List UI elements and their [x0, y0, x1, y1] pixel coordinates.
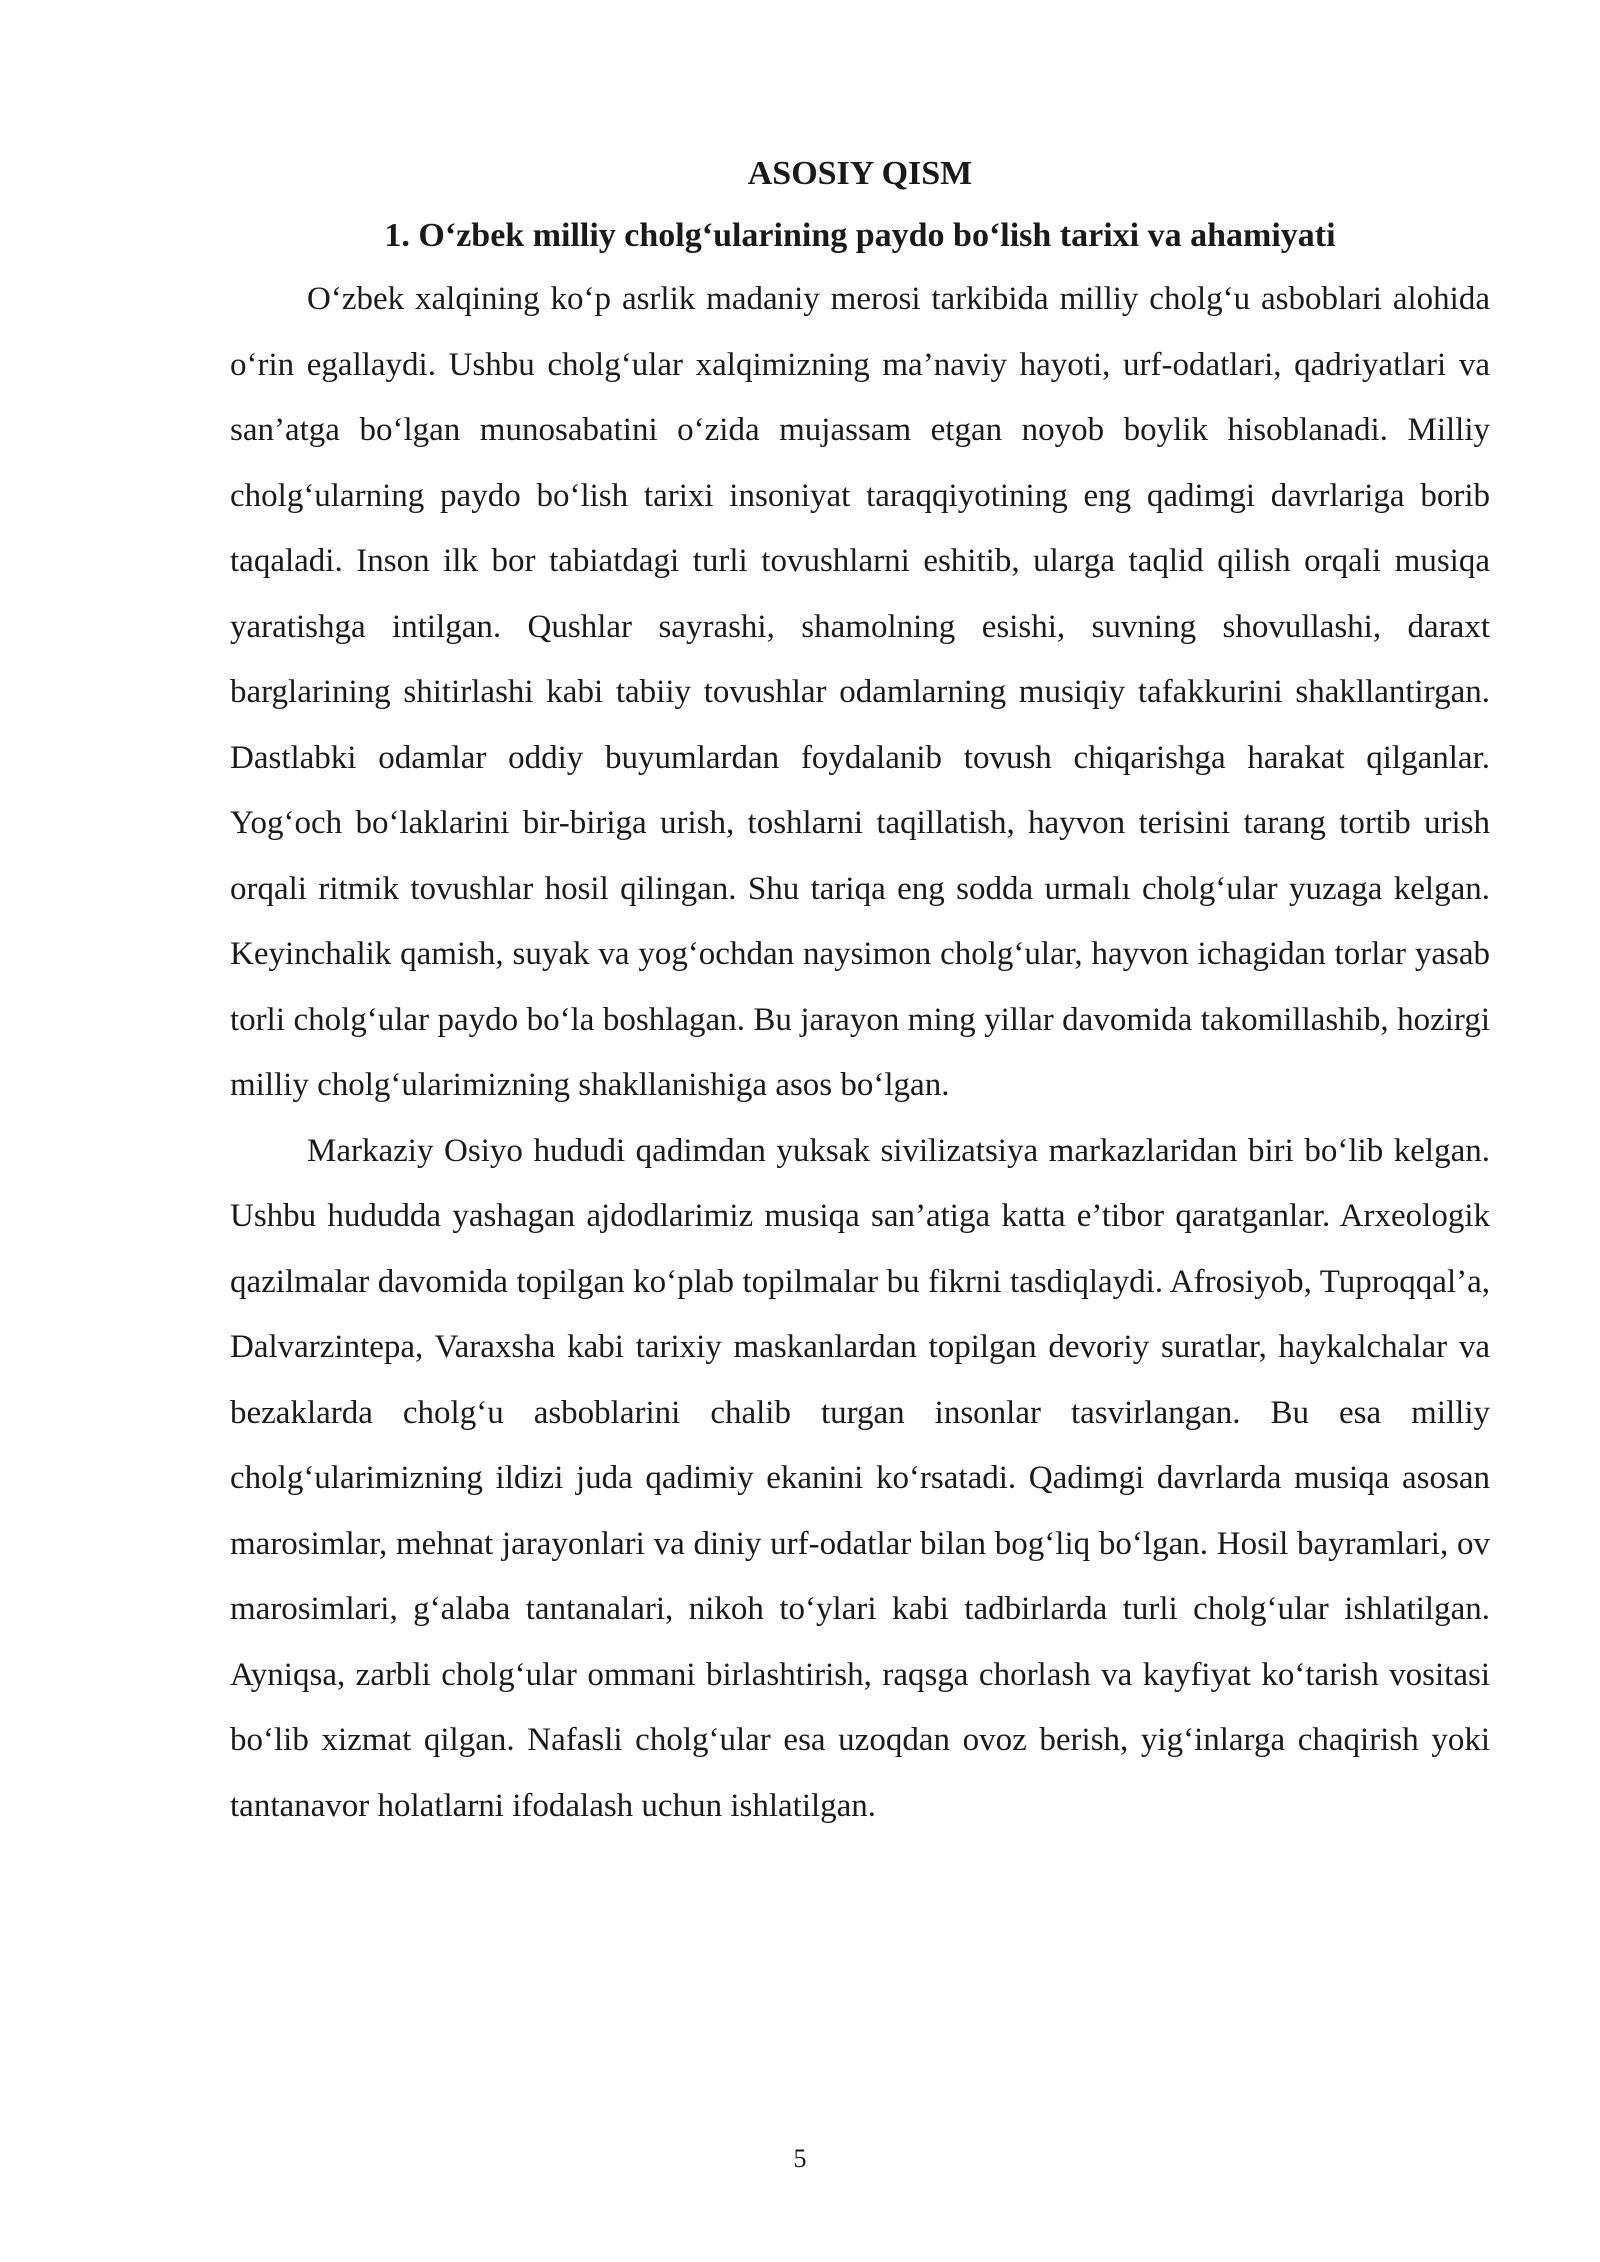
section-title: ASOSIY QISM [747, 155, 973, 192]
body-paragraph: Markaziy Osiyo hududi qadimdan yuksak sivilizatsiya markazlaridan biri bo‘lib kelgan. Ushbu hududda yashagan ajdodlarimiz musiqa san’atiga katta e’tibor qaratganlar. Arxeologik qazilmalar davomida topilgan ko‘plab topilmalar bu fikrni tasdiqlaydi. Afrosiyob, Tuproqqal’a, Dalvarzintepa, Varaxsha kabi tarixiy maskanlardan topilgan devoriy suratlar, haykalchalar va bezaklarda cholg‘u asboblarini chalib turgan insonlar tasvirlangan. Bu esa milliy cholg‘ularimizning ildizi juda qadimiy ekanini ko‘rsatadi. Qadimgi davrlarda musiqa asosan marosimlar, mehnat jarayonlari va diniy urf-odatlar bilan bog‘liq bo‘lgan. Hosil bayramlari, ov marosimlari, g‘alaba tantanalari, nikoh to‘ylari kabi tadbirlarda turli cholg‘ular ishlatilgan. Ayniqsa, zarbli cholg‘ular ommani birlashtirish, raqsga chorlash va kayfiyat ko‘tarish vositasi bo‘lib xizmat qilgan. Nafasli cholg‘ular esa uzoqdan ovoz berish, yig‘inlarga chaqirish yoki tantanavor holatlarni ifodalash uchun ishlatilgan. [230, 1132, 1490, 1824]
document-page [230, 150, 1490, 1839]
body-paragraph: O‘zbek xalqining ko‘p asrlik madaniy merosi tarkibida milliy cholg‘u asboblari alohida o‘rin egallaydi. Ushbu cholg‘ular xalqimizning ma’naviy hayoti, urf-odatlari, qadriyatlari va san’atga bo‘lgan munosabatini o‘zida mujassam etgan noyob boylik hisoblanadi. Milliy cholg‘ularning paydo bo‘lish tarixi insoniyat taraqqiyotining eng qadimgi davrlariga borib taqaladi. Inson ilk bor tabiatdagi turli tovushlarni eshitib, ularga taqlid qilish orqali musiqa yaratishga intilgan. Qushlar sayrashi, shamolning esishi, suvning shovullashi, daraxt barglarining shitirlashi kabi tabiiy tovushlar odamlarning musiqiy tafakkurini shakllantirgan. Dastlabki odamlar oddiy buyumlardan foydalanib tovush chiqarishga harakat qilganlar. Yog‘och bo‘laklarini bir-biriga urish, toshlarni taqillatish, hayvon terisini tarang tortib urish orqali ritmik tovushlar hosil qilingan. Shu tariqa eng sodda urmalı cholg‘ular yuzaga kelgan. Keyinchalik qamish, suyak va yog‘ochdan naysimon cholg‘ular, hayvon ichagidan torlar yasab torli cholg‘ular paydo bo‘la boshlagan. Bu jarayon ming yillar davomida takomillashib, hozirgi milliy cholg‘ularimizning shakllanishiga asos bo‘lgan. [230, 281, 1490, 1103]
subsection-title: 1. O‘zbek milliy cholg‘ularining paydo bo‘lish tarixi va ahamiyati [384, 217, 1336, 254]
page-number: 5 [793, 2144, 807, 2173]
